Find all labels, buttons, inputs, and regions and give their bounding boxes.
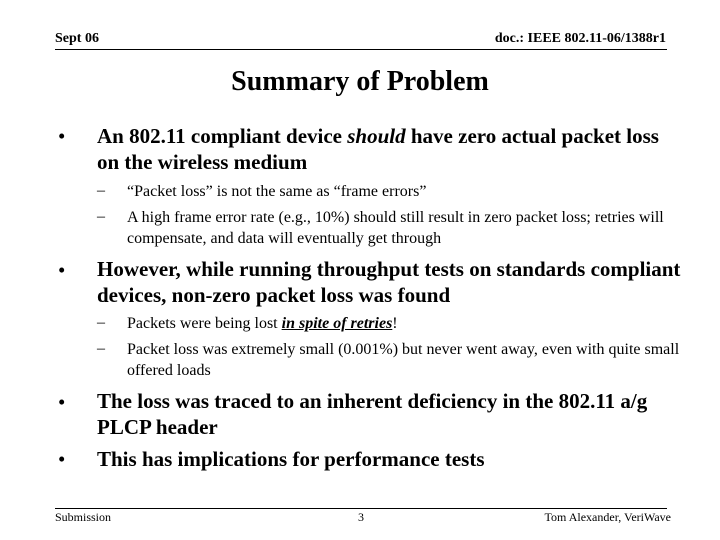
bullet-dot: • [58,447,66,471]
footer-author: Tom Alexander, VeriWave [544,510,671,524]
bullet-1-sub-1: “Packet loss” is not the same as “frame errors” [127,183,427,200]
header-rule [55,49,667,50]
bullet-1-sub-2: A high frame error rate (e.g., 10%) should still result in zero packet loss; retries will compensate, and data will eventually get through [127,209,664,247]
footer-submission: Submission [55,510,112,524]
header-date: Sept 06 [55,31,99,46]
dash-icon: – [97,314,105,331]
bullet-2-sub-1: Packets were being lost in spite of retries! [127,315,398,332]
bullet-2-sub-2: Packet loss was extremely small (0.001%) but never went away, even with quite small offered loads [127,341,680,379]
slide-title: Summary of Problem [231,66,489,97]
dash-icon: – [97,182,105,199]
footer-page-number: 3 [358,510,364,524]
bullet-3: The loss was traced to an inherent deficiency in the 802.11 a/g PLCP header [97,389,648,439]
bullet-1: An 802.11 compliant device should have zero actual packet loss on the wireless medium [97,124,659,174]
footer-rule [55,508,667,509]
bullet-dot: • [58,124,66,148]
bullet-dot: • [58,390,66,414]
dash-icon: – [97,208,105,225]
dash-icon: – [97,340,105,357]
header-doc-id: doc.: IEEE 802.11-06/1388r1 [494,31,666,46]
bullet-4: This has implications for performance tests [97,447,485,471]
bullet-2: However, while running throughput tests on standards compliant devices, non-zero packet loss was found [97,257,681,307]
bullet-dot: • [58,258,66,282]
